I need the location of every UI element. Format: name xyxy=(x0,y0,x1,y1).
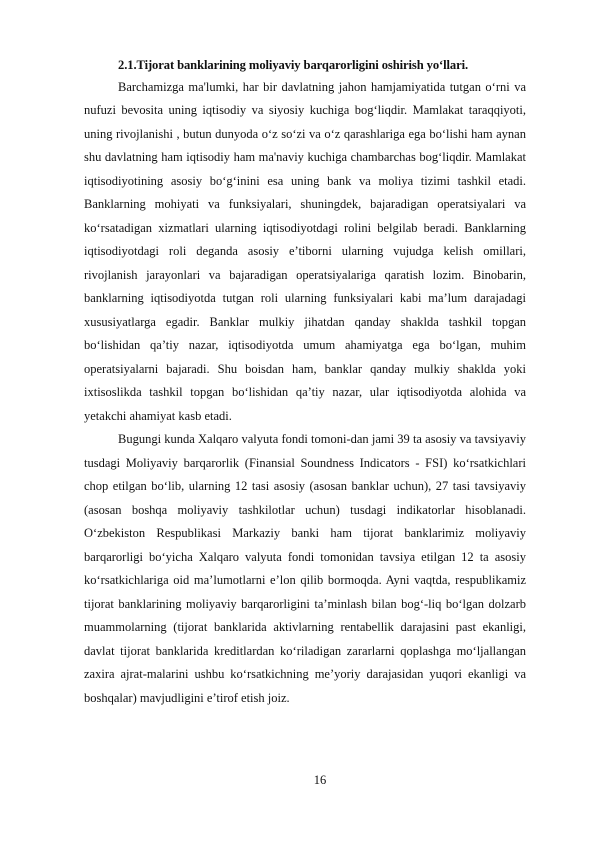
page-number: 16 xyxy=(313,773,327,787)
body-paragraph-1: Barchamizga ma'lumki, har bir davlatning jahon hamjamiyatida tutgan o‘rni va nufuzi bevosita uning iqtisodiy va siyosiy kuchiga bog‘liqdir. Mamlakat taraqqiyoti, uning rivojlanishi , butun dunyoda o‘z so‘zi va o‘z qarashlariga ega bo‘lishi ham aynan shu davlatning ham iqtisodiy ham ma'naviy kuchiga chambarchas bog‘liqdir. Mamlakat iqtisodiyotining asosiy bo‘g‘inini esa uning bank va moliya tizimi tashkil etadi. Banklarning mohiyati va funksiyalari, shuningdek, bajaradigan operatsiyalari va ko‘rsatadigan xizmatlari ularning iqtisodiyotdagi rolini belgilab beradi. Banklarning iqtisodiyotdagi roli deganda asosiy e’tiborni ularning vujudga kelish omillari, rivojlanish jarayonlari va bajaradigan operatsiyalariga qaratish lozim. Binobarin, banklarning iqtisodiyotda tutgan roli ularning funksiyalari kabi ma’lum darajadagi xususiyatlarga egadir. Banklar mulkiy jihatdan qanday shaklda tashkil topgan bo‘lishidan qa’tiy nazar, iqtisodiyotda umum ahamiyatga ega bo‘lgan, muhim operatsiyalarni bajaradi. Shu boisdan ham, banklar qanday mulkiy shaklda yoki ixtisoslikda tashkil topgan bo‘lishidan qa’tiy nazar, ular iqtisodiyotda alohida va yetakchi ahamiyat kasb etadi. xyxy=(84,79,526,423)
page-content xyxy=(84,55,526,710)
section-heading: 2.1.Tijorat banklarining moliyaviy barqarorligini oshirish yo‘llari. xyxy=(118,58,469,72)
body-paragraph-2: Bugungi kunda Xalqaro valyuta fondi tomoni-dan jami 39 ta asosiy va tavsiyaviy tusdagi Moliyaviy barqarorlik (Finansial Soundness Indicators - FSI) ko‘rsatkichlari chop etilgan bo‘lib, ularning 12 tasi asosiy (asosan banklar uchun), 27 tasi tavsiyaviy (asosan boshqa moliyaviy tashkilotlar uchun) tusdagi indikatorlar hisoblanadi. O‘zbekiston Respublikasi Markaziy banki ham tijorat banklarimiz moliyaviy barqarorligi bo‘yicha Xalqaro valyuta fondi tomonidan tavsiya etilgan 12 ta asosiy ko‘rsatkichlariga oid ma’lumotlarni e’lon qilib bormoqda. Ayni vaqtda, respublikamiz tijorat banklarining moliyaviy barqarorligini ta’minlash bilan bog‘-liq bo‘lgan dolzarb muammolarning (tijorat banklarida aktivlarning rentabellik darajasini past ekanligi, davlat tijorat banklarida kreditlardan ko‘riladigan zararlarni qoplashga mo‘ljallangan zaxira ajrat-malarini ushbu ko‘rsatkichning me’yoriy darajasidan yuqori ekanligi va boshqalar) mavjudligini e’tirof etish joiz. xyxy=(84,432,526,705)
